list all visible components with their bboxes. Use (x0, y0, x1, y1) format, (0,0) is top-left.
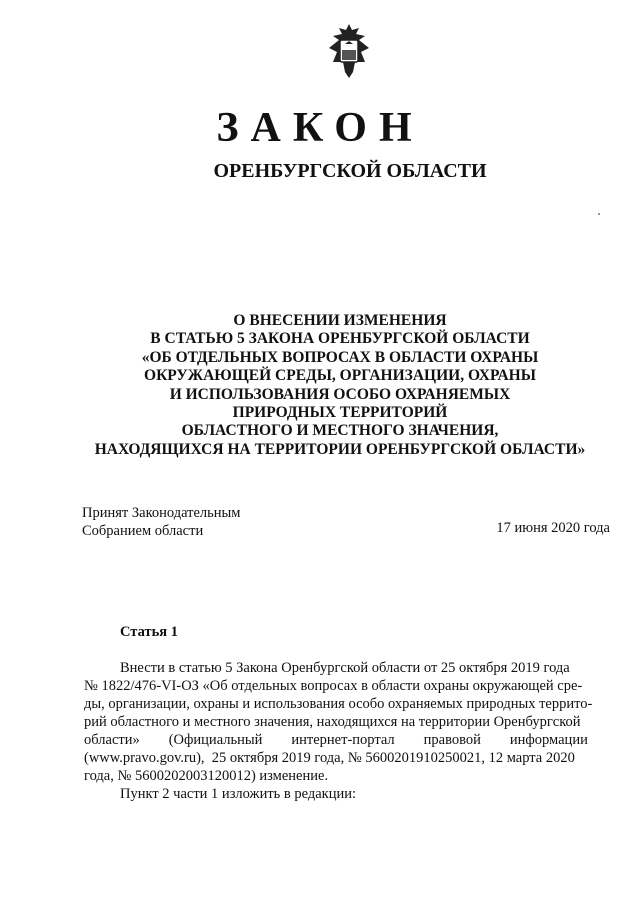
subject-line: О ВНЕСЕНИИ ИЗМЕНЕНИЯ (233, 312, 447, 329)
adoption-line: Принят Законодательным (82, 505, 241, 521)
law-region: ОРЕНБУРГСКОЙ ОБЛАСТИ (213, 160, 487, 182)
body-line: года, № 5600202003120012) изменение. (84, 768, 329, 784)
coat-of-arms-icon (325, 22, 373, 80)
article-body (84, 659, 610, 803)
adoption-line: Собранием области (82, 523, 204, 539)
law-subject (80, 312, 600, 459)
body-line: № 1822/476-VI-ОЗ «Об отдельных вопросах в области охраны окружающей сре- (84, 678, 583, 694)
subject-line: ОБЛАСТНОГО И МЕСТНОГО ЗНАЧЕНИЯ, (181, 422, 499, 440)
body-line: Внести в статью 5 Закона Оренбургской области от 25 октября 2019 года (120, 660, 570, 676)
subject-line: И ИСПОЛЬЗОВАНИЯ ОСОБО ОХРАНЯЕМЫХ (169, 385, 511, 403)
article-heading: Статья 1 (120, 624, 178, 640)
subject-line: НАХОДЯЩИХСЯ НА ТЕРРИТОРИИ ОРЕНБУРГСКОЙ ОБЛАСТИ» (94, 440, 586, 458)
subject-line: ОКРУЖАЮЩЕЙ СРЕДЫ, ОРГАНИЗАЦИИ, ОХРАНЫ (144, 367, 536, 385)
adoption-date: 17 июня 2020 года (496, 520, 610, 536)
adoption-block (82, 504, 240, 540)
body-line: области» (Официальный интернет-портал правовой информации (84, 732, 588, 748)
subject-line: ПРИРОДНЫХ ТЕРРИТОРИЙ (232, 404, 448, 422)
law-title: ЗАКОН (216, 105, 424, 151)
body-line: ды, организации, охраны и использования особо охраняемых природных террито- (84, 696, 593, 712)
body-line: рий областного и местного значения, находящихся на территории Оренбургской (84, 714, 581, 730)
body-line: (www.pravo.gov.ru), 25 октября 2019 года, № 5600201910250021, 12 марта 2020 (84, 750, 575, 766)
subject-line: В СТАТЬЮ 5 ЗАКОНА ОРЕНБУРГСКОЙ ОБЛАСТИ (150, 330, 530, 348)
scan-speck (598, 213, 600, 215)
subject-line: «ОБ ОТДЕЛЬНЫХ ВОПРОСАХ В ОБЛАСТИ ОХРАНЫ (141, 348, 539, 366)
body-line: Пункт 2 части 1 изложить в редакции: (120, 786, 357, 802)
